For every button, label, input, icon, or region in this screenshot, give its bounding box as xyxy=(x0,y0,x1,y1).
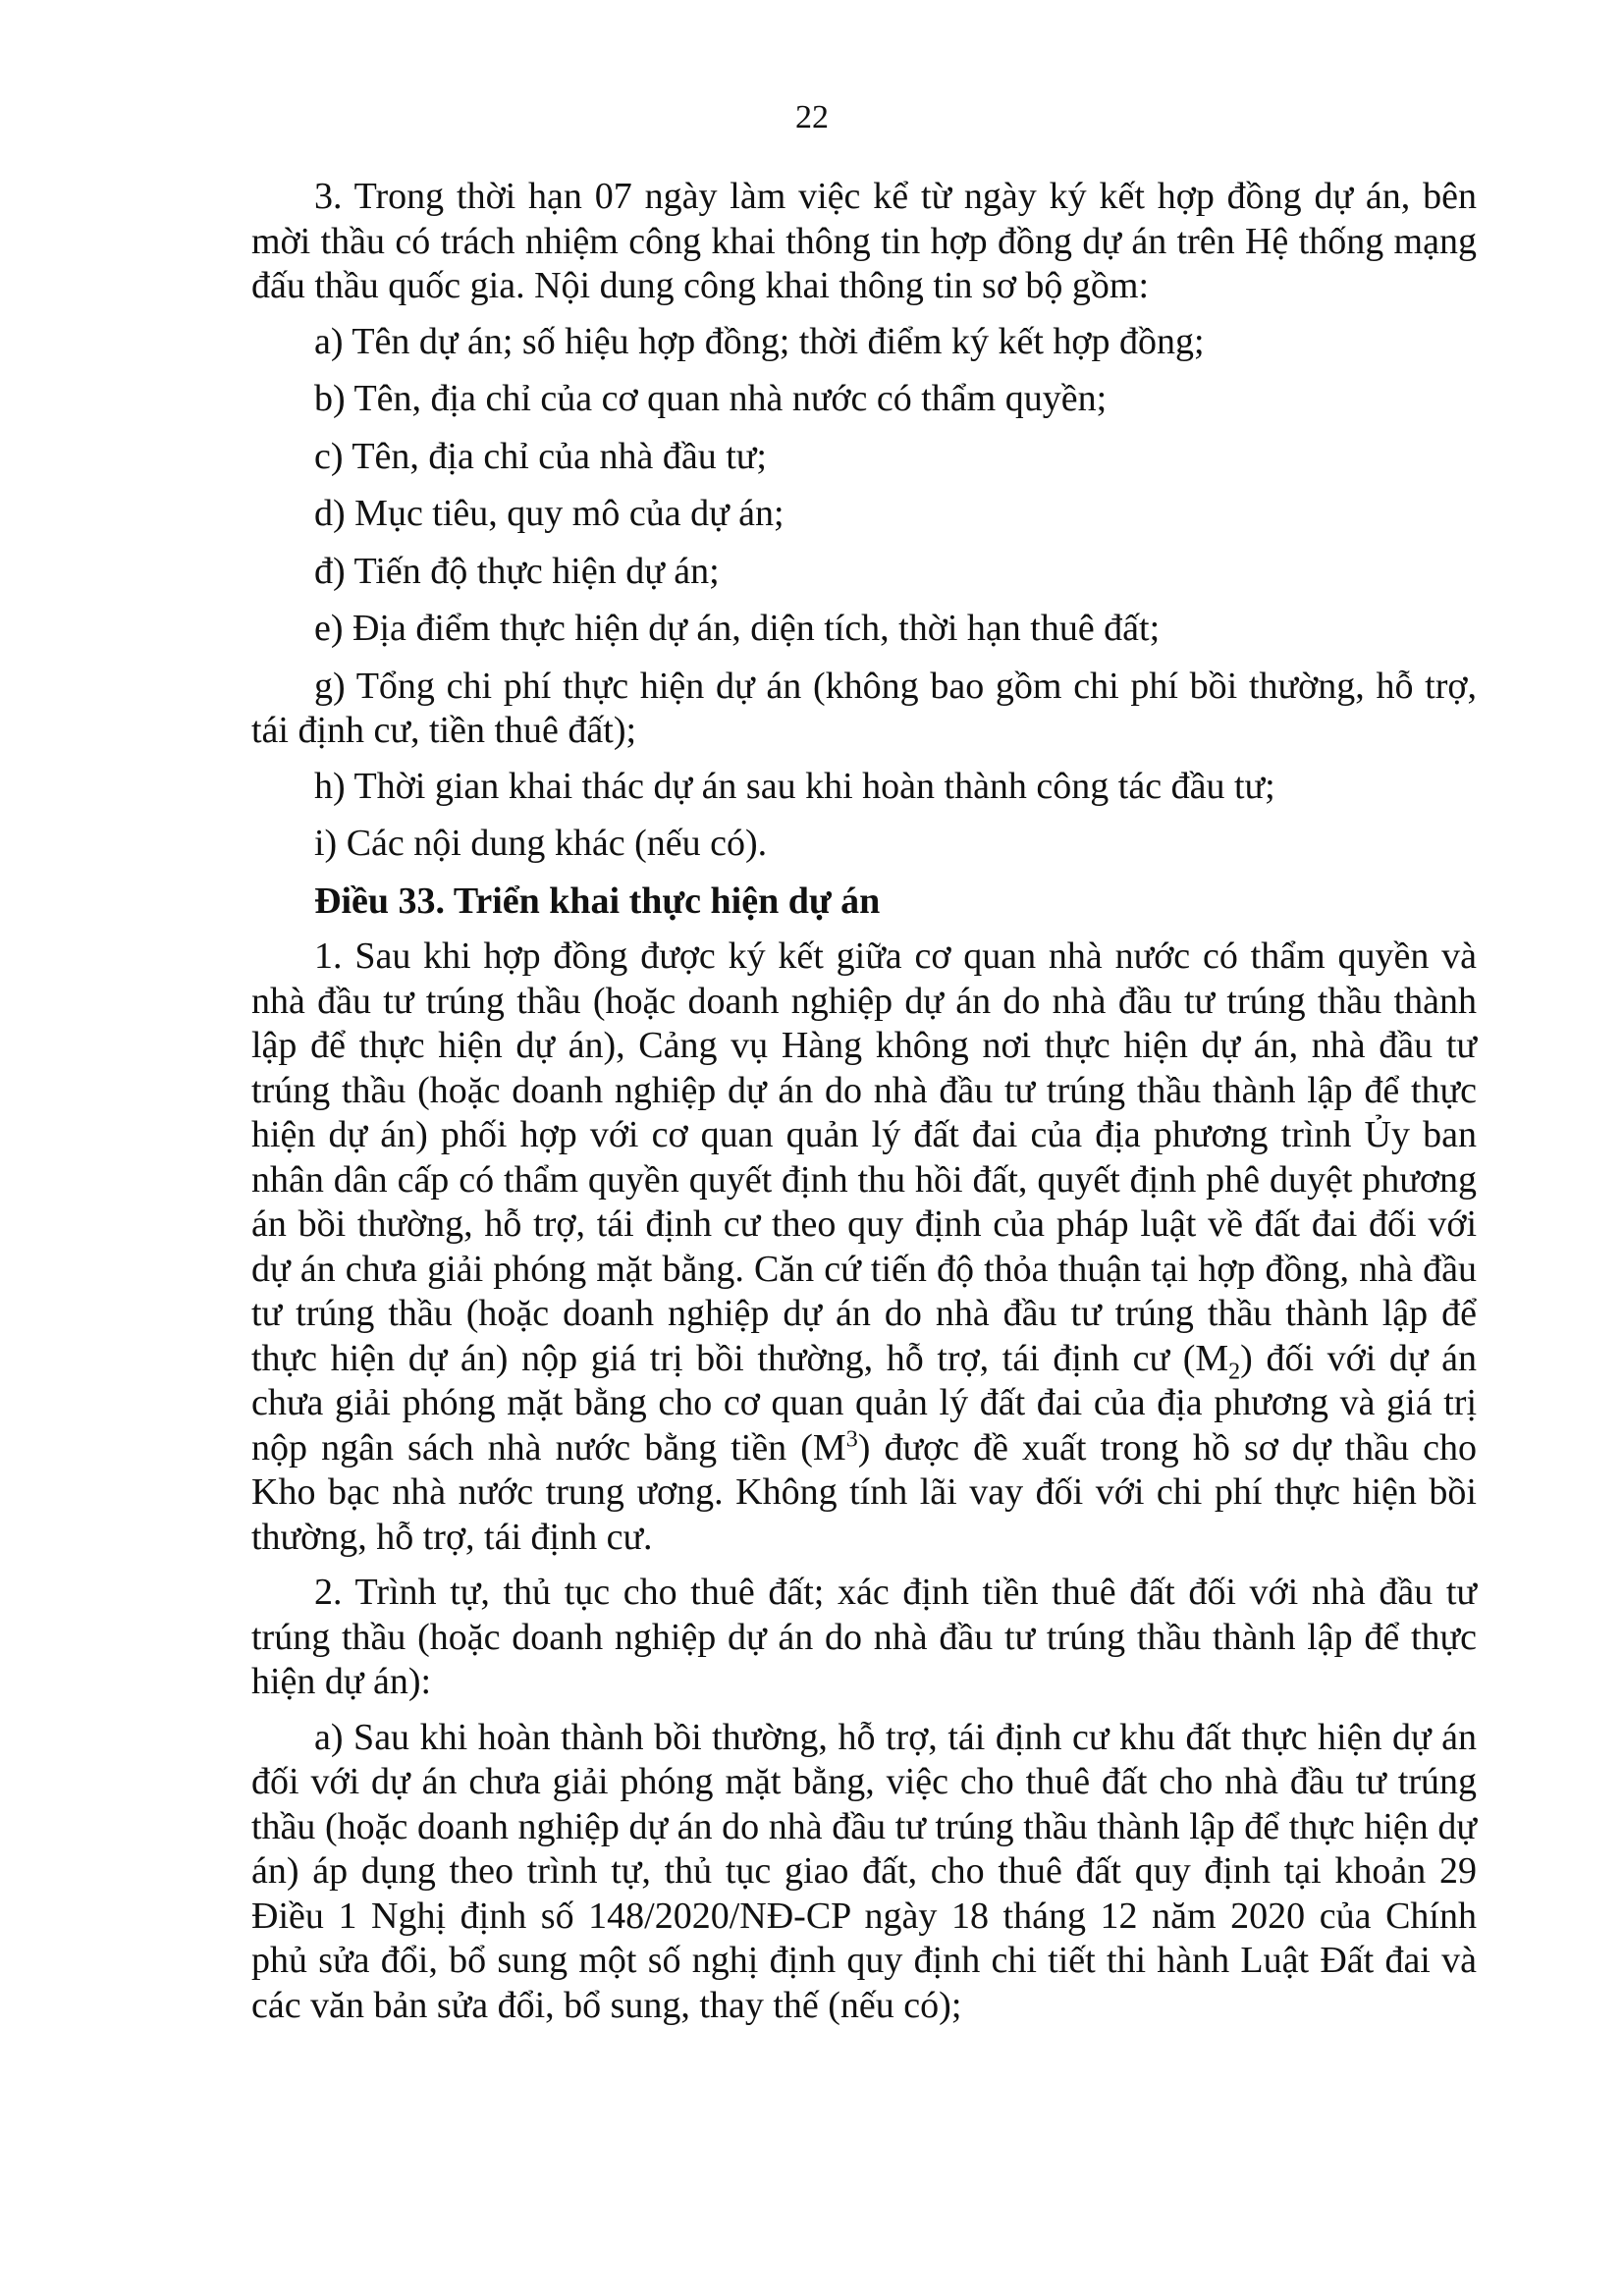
article-33-paragraph-1 xyxy=(251,934,1477,1560)
clause-3-intro: 3. Trong thời hạn 07 ngày làm việc kể từ ngày ký kết hợp đồng dự án, bên mời thầu có trách nhiệm công khai thông tin hợp đồng dự án trên Hệ thống mạng đấu thầu quốc gia. Nội dung công khai thông tin sơ bộ gồm: xyxy=(251,176,1477,306)
clause-3-item-h: h) Thời gian khai thác dự án sau khi hoàn thành công tác đầu tư; xyxy=(314,765,1275,807)
article-33-p1-part-b: ) đối với dự án chưa giải phóng mặt bằng cho cơ quan quản lý đất đai của địa phương và giá trị nộp ngân sách nhà nước bằng tiền (M xyxy=(251,1337,1478,1468)
article-33-p1-part-a: 1. Sau khi hợp đồng được ký kết giữa cơ quan nhà nước có thẩm quyền và nhà đầu tư trúng thầu (hoặc doanh nghiệp dự án do nhà đầu tư trúng thầu thành lập để thực hiện dự án), Cảng vụ Hàng không nơi thực hiện dự án, nhà đầu tư trúng thầu (hoặc doanh nghiệp dự án do nhà đầu tư trúng thầu thành lập để thực hiện dự án) phối hợp với cơ quan quản lý đất đai của địa phương trình Ủy ban nhân dân cấp có thẩm quyền quyết định thu hồi đất, quyết định phê duyệt phương án bồi thường, hỗ trợ, tái định cư theo quy định của pháp luật về đất đai đối với dự án chưa giải phóng mặt bằng. Căn cứ tiến độ thỏa thuận tại hợp đồng, nhà đầu tư trúng thầu (hoặc doanh nghiệp dự án do nhà đầu tư trúng thầu thành lập để thực hiện dự án) nộp giá trị bồi thường, hỗ trợ, tái định cư (M xyxy=(251,935,1477,1379)
clause-3-item-b: b) Tên, địa chỉ của cơ quan nhà nước có thẩm quyền; xyxy=(314,378,1108,419)
clause-3-item-dd: đ) Tiến độ thực hiện dự án; xyxy=(314,550,720,592)
article-33-p1-part-c: ) được đề xuất trong hồ sơ dự thầu cho Kho bạc nhà nước trung ương. Không tính lãi vay đối với chi phí thực hiện bồi thường, hỗ trợ, tái định cư. xyxy=(251,1426,1477,1558)
clause-3-item-c: c) Tên, địa chỉ của nhà đầu tư; xyxy=(314,435,767,477)
document-body xyxy=(251,175,1477,2039)
page-number: 22 xyxy=(795,99,829,135)
clause-3-item-i: i) Các nội dung khác (nếu có). xyxy=(314,823,768,864)
clause-3-item-e: e) Địa điểm thực hiện dự án, diện tích, thời hạn thuê đất; xyxy=(314,608,1161,649)
article-33-paragraph-2a: a) Sau khi hoàn thành bồi thường, hỗ trợ, tái định cư khu đất thực hiện dự án đối với dự án chưa giải phóng mặt bằng, việc cho thuê đất cho nhà đầu tư trúng thầu (hoặc doanh nghiệp dự án do nhà đầu tư trúng thầu thành lập để thực hiện dự án) áp dụng theo trình tự, thủ tục giao đất, cho thuê đất quy định tại khoản 29 Điều 1 Nghị định số 148/2020/NĐ-CP ngày 18 tháng 12 năm 2020 của Chính phủ sửa đổi, bổ sung một số nghị định quy định chi tiết thi hành Luật Đất đai và các văn bản sửa đổi, bổ sung, thay thế (nếu có); xyxy=(251,1716,1477,2026)
clause-3-item-g: g) Tổng chi phí thực hiện dự án (không bao gồm chi phí bồi thường, hỗ trợ, tái định cư, tiền thuê đất); xyxy=(251,665,1477,751)
article-33-heading: Điều 33. Triển khai thực hiện dự án xyxy=(314,880,881,922)
m2-subscript: 2 xyxy=(1228,1359,1241,1385)
clause-3-item-a: a) Tên dự án; số hiệu hợp đồng; thời điểm ký kết hợp đồng; xyxy=(314,320,1205,362)
clause-3-item-d: d) Mục tiêu, quy mô của dự án; xyxy=(314,493,785,534)
m3-superscript: 3 xyxy=(845,1425,858,1452)
article-33-paragraph-2: 2. Trình tự, thủ tục cho thuê đất; xác định tiền thuê đất đối với nhà đầu tư trúng thầu (hoặc doanh nghiệp dự án do nhà đầu tư trúng thầu thành lập để thực hiện dự án): xyxy=(251,1572,1477,1702)
